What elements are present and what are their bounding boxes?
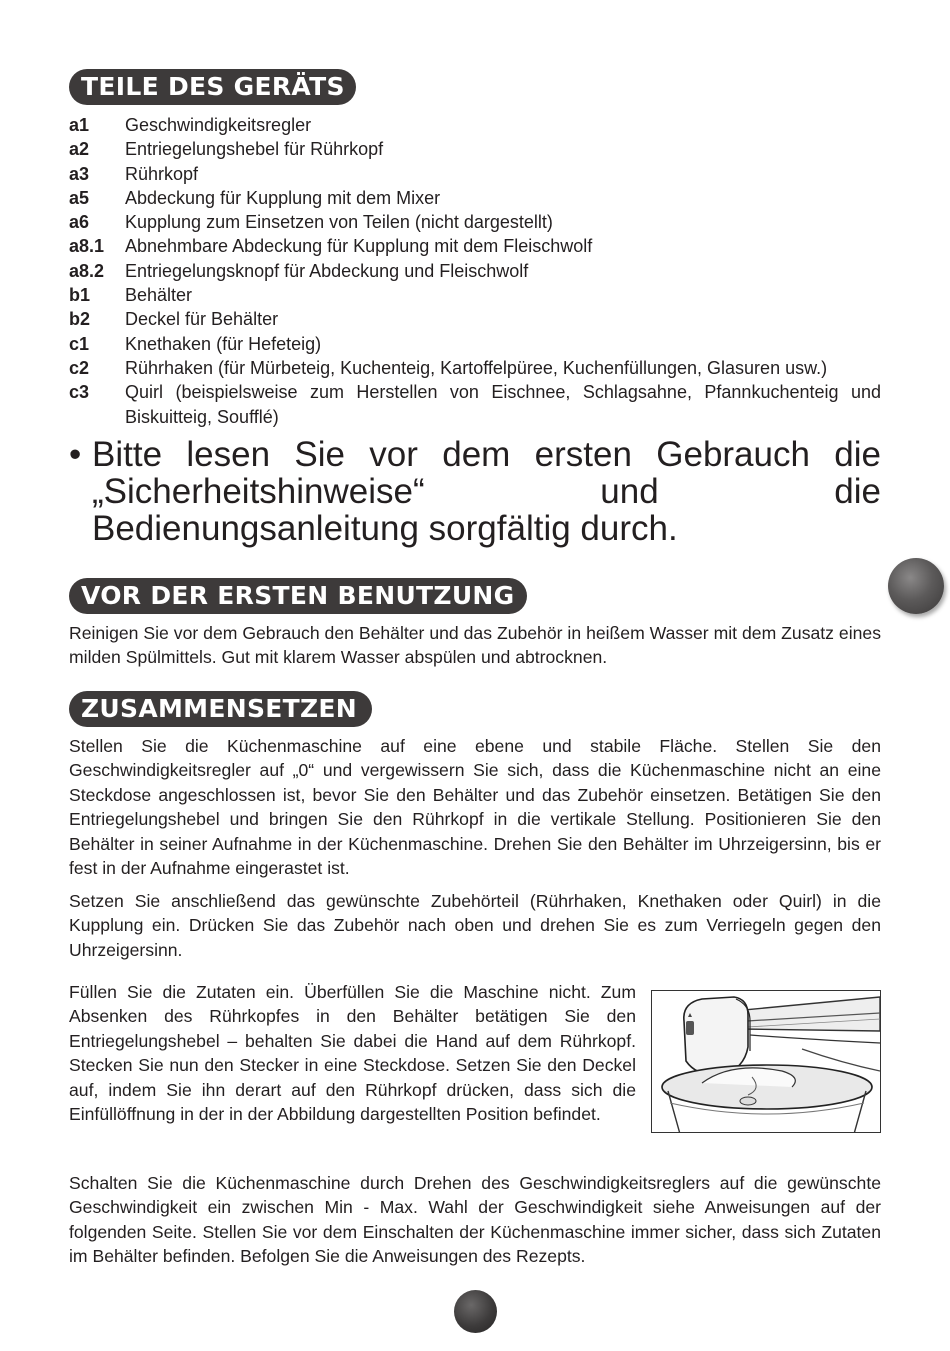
part-description: Entriegelungshebel für Rührkopf: [125, 139, 384, 160]
list-item: [69, 210, 881, 234]
part-description: Quirl (beispielsweise zum Herstellen von Eischnee, Schlagsahne, Pfannkuchenteig und Biskuitteig, Soufflé): [125, 382, 881, 427]
assembly-paragraph-4: Schalten Sie die Küchenmaschine durch Drehen des Geschwindigkeitsreglers auf die gewünschte Geschwindigkeit ein zwischen Min - Max. Wahl der Geschwindigkeit siehe Anweisungen auf der folgenden Seite. Stellen Sie vor dem Einschalten der Küchenmaschine immer sicher, dass sich Zutaten im Behälter befinden. Befolgen Sie die Anweisungen des Rezepts.: [69, 1173, 881, 1267]
part-code: a5: [69, 187, 90, 208]
part-code: a8.2: [69, 260, 105, 281]
list-item: [69, 234, 881, 258]
part-description: Abdeckung für Kupplung mit dem Mixer: [125, 187, 441, 208]
page-number-marker: [454, 1290, 497, 1333]
part-description: Kupplung zum Einsetzen von Teilen (nicht dargestellt): [125, 212, 553, 233]
list-item: [69, 162, 881, 186]
safety-notice: [69, 436, 881, 547]
part-code: a1: [69, 115, 90, 135]
part-description: Deckel für Behälter: [125, 309, 279, 330]
part-description: Knethaken (für Hefeteig): [125, 333, 322, 354]
part-description: Rührhaken (für Mürbeteig, Kuchenteig, Kartoffelpüree, Kuchenfüllungen, Glasuren usw.): [125, 357, 828, 378]
part-description: Geschwindigkeitsregler: [125, 115, 312, 135]
mixer-lid-illustration-icon: [651, 990, 881, 1133]
section-header-assembly: ZUSAMMENSETZEN: [69, 691, 372, 727]
part-code: c2: [69, 357, 90, 378]
part-code: c3: [69, 382, 90, 403]
section-header-parts: TEILE DES GERÄTS: [69, 69, 356, 105]
part-code: b2: [69, 309, 91, 330]
list-item: [69, 113, 881, 137]
assembly-paragraph-1: Stellen Sie die Küchenmaschine auf eine ebene und stabile Fläche. Stellen Sie den Geschwindigkeitsregler auf „0“ und vergewissern Sie sich, dass die Küchenmaschine nicht an eine Steckdose angeschlossen ist, bevor Sie den Behälter und das Zubehör einsetzen. Betätigen Sie den Entriegelungshebel und bringen Sie den Rührkopf in die vertikale Stellung. Positionieren Sie den Behälter in seiner Aufnahme in der Küchenmaschine. Drehen Sie den Behälter im Uhrzeigersinn, bis er fest in der Aufnahme eingerastet ist.: [69, 736, 881, 879]
list-item: [69, 380, 881, 429]
list-item: [69, 186, 881, 210]
before-use-paragraph: Reinigen Sie vor dem Gebrauch den Behälter und das Zubehör in heißem Wasser mit dem Zusatz eines milden Spülmittels. Gut mit klarem Wasser abspülen und abtrocknen.: [69, 623, 881, 668]
list-item: [69, 259, 881, 283]
part-code: a3: [69, 163, 90, 184]
part-code: b1: [69, 285, 91, 306]
list-item: [69, 137, 881, 161]
assembly-paragraph-2: Setzen Sie anschließend das gewünschte Zubehörteil (Rührhaken, Knethaken oder Quirl) in die Kupplung ein. Drücken Sie das Zubehör nach oben und drehen Sie es zum Verriegeln gegen den Uhrzeigersinn.: [69, 891, 881, 960]
part-description: Entriegelungsknopf für Abdeckung und Fleischwolf: [125, 260, 529, 281]
list-item: [69, 356, 881, 380]
list-item: [69, 283, 881, 307]
assembly-paragraph-3: Füllen Sie die Zutaten ein. Überfüllen Sie die Maschine nicht. Zum Absenken des Rührkopfes in den Behälter betätigen Sie den Entriegelungshebel – behalten Sie dabei die Hand auf dem Rührkopf. Stecken Sie nun den Stecker in eine Steckdose. Setzen Sie den Deckel auf, indem Sie ihn derart auf den Rührkopf drücken, dass sich die Einfüllöffnung in der in der Abbildung dargestellten Position befindet.: [69, 982, 636, 1125]
part-code: a8.1: [69, 236, 105, 257]
list-item: [69, 307, 881, 331]
chapter-tab-marker: [888, 558, 944, 614]
safety-notice-text: Bitte lesen Sie vor dem ersten Gebrauch die „Sicherheitshinweise“ und die Bedienungsanleitung sorgfältig durch.: [92, 435, 881, 548]
part-code: c1: [69, 333, 90, 354]
part-description: Rührkopf: [125, 163, 199, 184]
section-header-before-use: VOR DER ERSTEN BENUTZUNG: [69, 578, 527, 614]
part-code: a6: [69, 212, 90, 233]
parts-list: [69, 113, 881, 429]
part-code: a2: [69, 139, 90, 160]
part-description: Abnehmbare Abdeckung für Kupplung mit dem Fleischwolf: [125, 236, 593, 257]
list-item: [69, 332, 881, 356]
bullet-icon: •: [69, 435, 82, 474]
part-description: Behälter: [125, 285, 193, 306]
